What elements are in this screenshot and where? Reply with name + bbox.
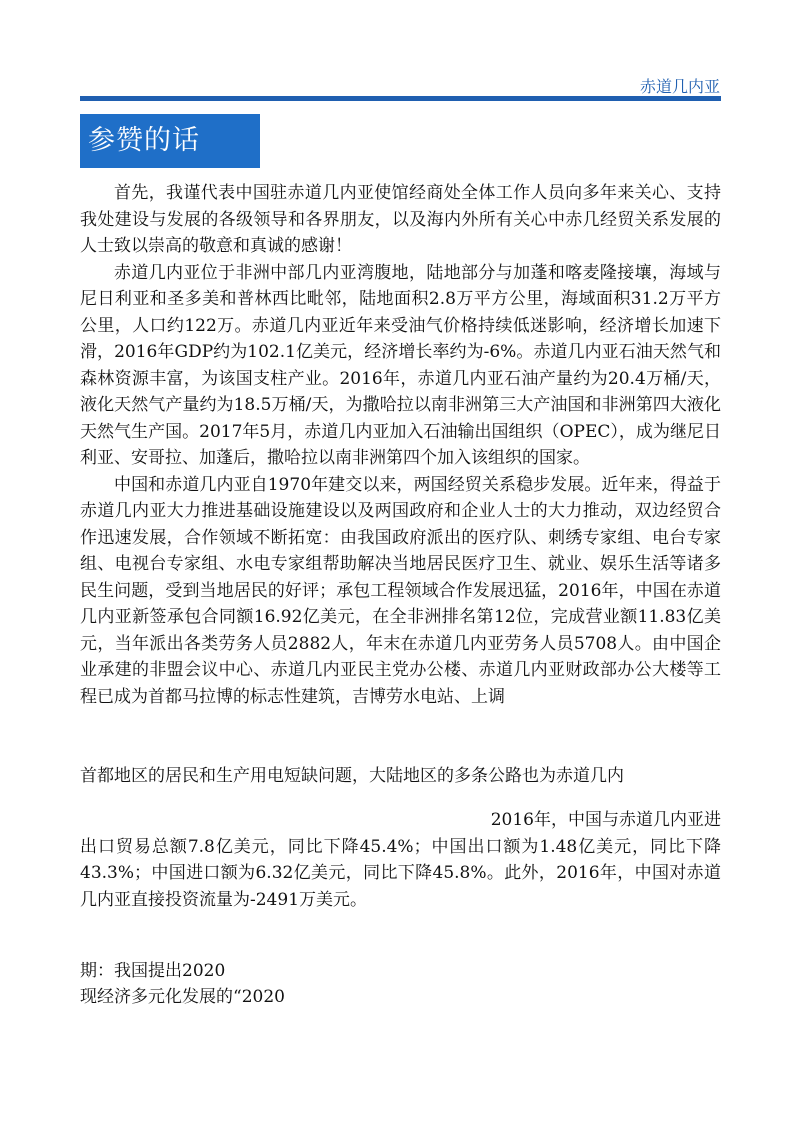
trade-rest: 出口贸易总额7.8亿美元，同比下降45.4%；中国出口额为1.48亿美元，同比下降43.3%；中国进口额为6.32亿美元，同比下降45.8%。此外，2016年，中国对赤道几内亚直接投资流量为-2491万美元。	[80, 836, 721, 910]
header-rule	[80, 96, 721, 101]
fragment-trade	[80, 807, 721, 913]
end-line-2: 现经济多元化发展的“2020	[80, 987, 285, 1007]
paragraph-country-overview: 赤道几内亚位于非洲中部几内亚湾腹地，陆地部分与加蓬和喀麦隆接壤，海域与尼日利亚和圣多美和普林西比毗邻，陆地面积2.8万平方公里，海域面积31.2万平方公里，人口约122万。赤道几内亚近年来受油气价格持续低迷影响，经济增长加速下滑，2016年GDP约为102.1亿美元，经济增长率约为-6%。赤道几内亚石油天然气和森林资源丰富，为该国支柱产业。2016年，赤道几内亚石油产量约为20.4万桶/天，液化天然气产量约为18.5万桶/天，为撒哈拉以南非洲第三大产油国和非洲第四大液化天然气生产国。2017年5月，赤道几内亚加入石油输出国组织（OPEC），成为继尼日利亚、安哥拉、加蓬后，撒哈拉以南非洲第四个加入该组织的国家。	[80, 262, 721, 468]
paragraph-bilateral-relations: 中国和赤道几内亚自1970年建交以来，两国经贸关系稳步发展。近年来，得益于赤道几内亚大力推进基础设施建设以及两国政府和企业人士的大力推动，双边经贸合作迅速发展，合作领域不断拓宽：由我国政府派出的医疗队、刺绣专家组、电台专家组、电视台专家组、水电专家组帮助解决当地居民医疗卫生、就业、娱乐生活等诸多民生问题，受到当地居民的好评；承包工程领域合作发展迅猛，2016年，中国在赤道几内亚新签承包合同额16.92亿美元，在全非洲排名第12位，完成营业额11.83亿美元，当年派出各类劳务人员2882人，年末在赤道几内亚劳务人员5708人。由中国企业承建的非盟会议中心、赤道几内亚民主党办公楼、赤道几内亚财政部办公大楼等工程已成为首都马拉博的标志性建筑，吉博劳水电站、上调	[80, 474, 721, 707]
letter-body	[80, 180, 721, 710]
fragment-end	[80, 958, 721, 1010]
running-header-title: 赤道几内亚	[639, 77, 720, 96]
section-title-banner: 参赞的话	[80, 114, 260, 168]
end-line-1: 期：我国提出2020	[80, 961, 226, 981]
trade-first-line: 2016年，中国与赤道几内亚进	[490, 810, 721, 830]
paragraph-greeting: 首先，我谨代表中国驻赤道几内亚使馆经商处全体工作人员向多年来关心、支持我处建设与发展的各级领导和各界朋友，以及海内外所有关心中赤几经贸关系发展的人士致以崇高的敬意和真诚的感谢！	[80, 183, 721, 256]
fragment-line-a: 首都地区的居民和生产用电短缺问题，大陆地区的多条公路也为赤道几内	[80, 766, 624, 786]
